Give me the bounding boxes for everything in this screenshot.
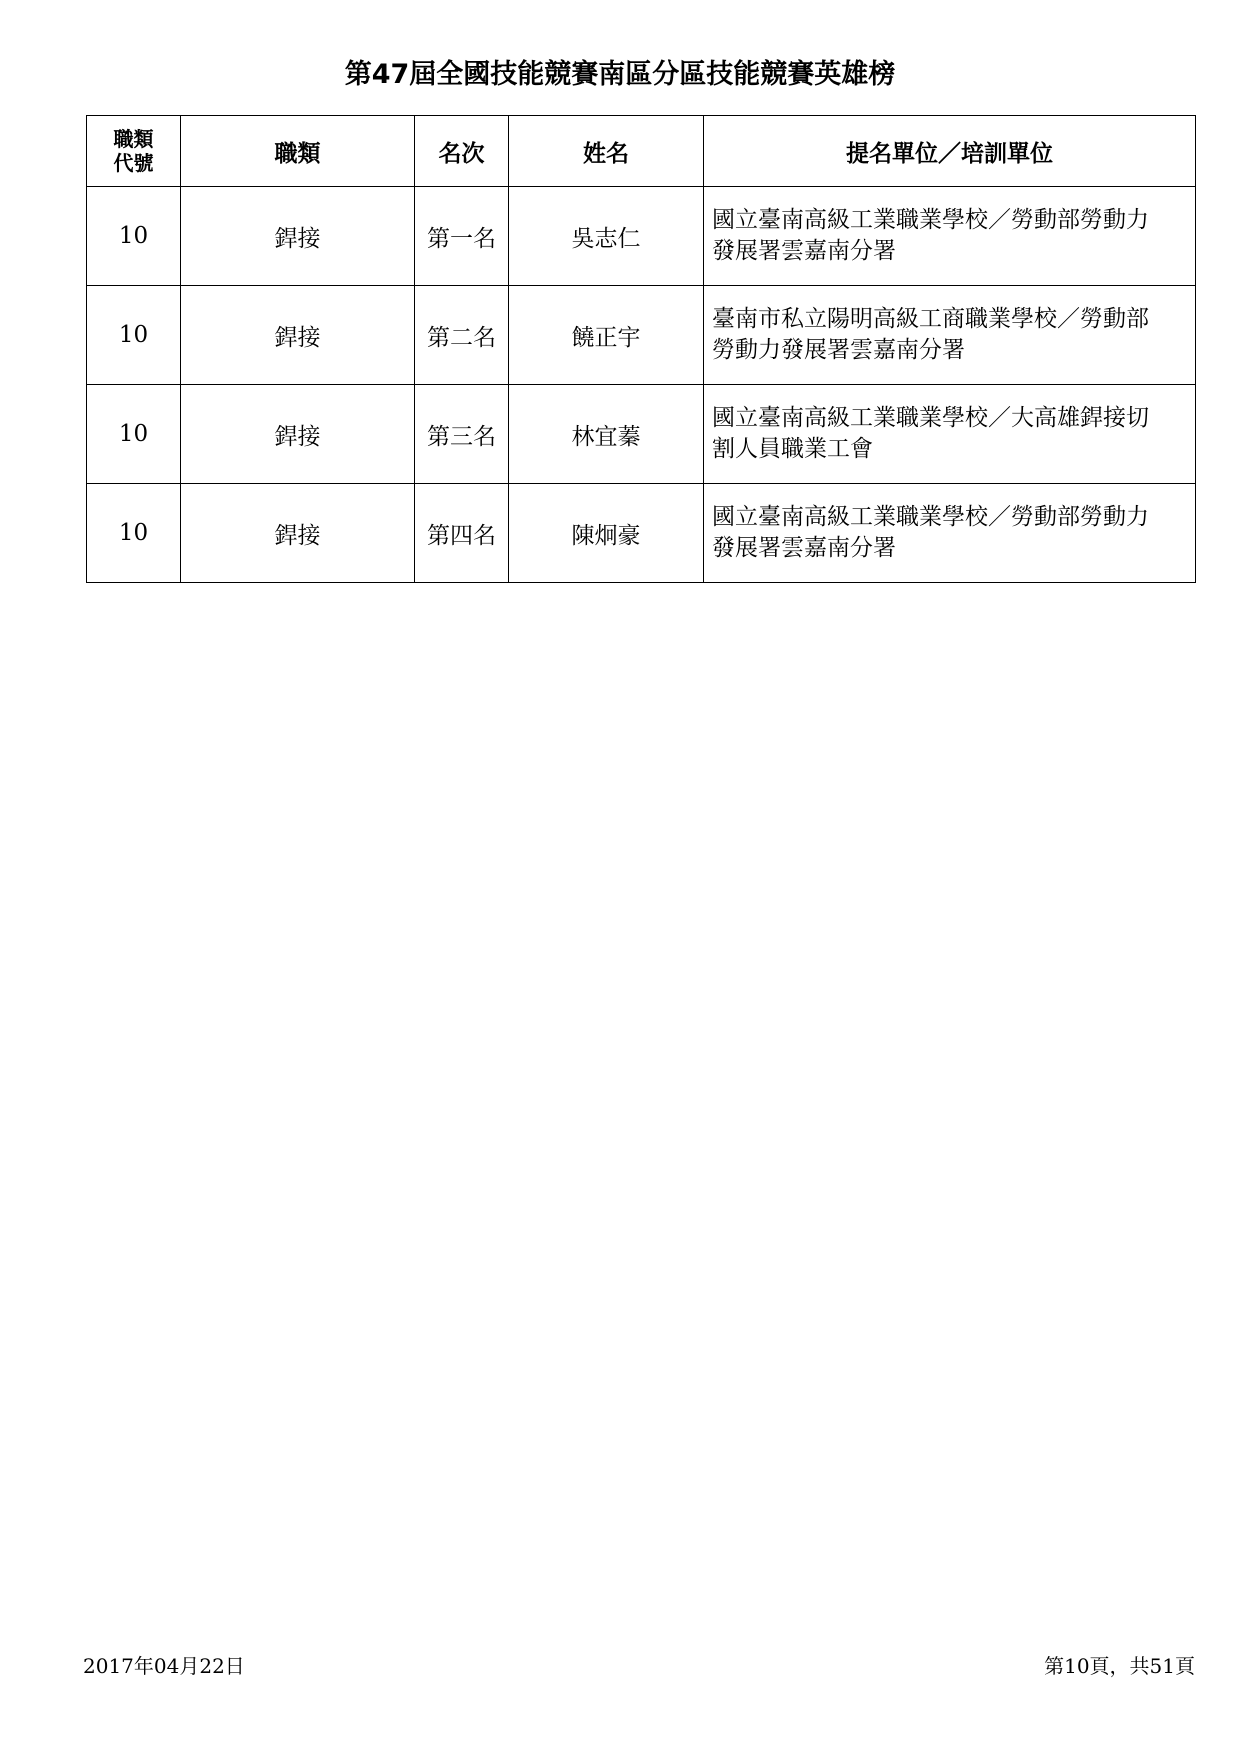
cell-category: 銲接 <box>181 187 415 286</box>
results-table <box>86 115 1196 583</box>
cell-code: 10 <box>87 187 181 286</box>
column-header-code <box>87 116 181 187</box>
table-header-row <box>87 116 1196 187</box>
cell-category: 銲接 <box>181 385 415 484</box>
cell-name: 饒正宇 <box>509 286 704 385</box>
cell-category: 銲接 <box>181 484 415 583</box>
cell-unit-line2: 勞動力發展署雲嘉南分署 <box>712 337 965 363</box>
cell-rank: 第二名 <box>415 286 509 385</box>
cell-unit-line2: 發展署雲嘉南分署 <box>712 535 896 561</box>
cell-name: 林宜蓁 <box>509 385 704 484</box>
cell-code: 10 <box>87 484 181 583</box>
cell-unit <box>704 385 1196 484</box>
cell-name: 陳炯豪 <box>509 484 704 583</box>
column-header-code-line1: 職類 <box>113 127 154 151</box>
cell-unit <box>704 187 1196 286</box>
column-header-code-line2: 代號 <box>113 151 154 175</box>
cell-unit-line2: 發展署雲嘉南分署 <box>712 238 896 264</box>
table-row <box>87 484 1196 583</box>
table-row <box>87 286 1196 385</box>
cell-rank: 第一名 <box>415 187 509 286</box>
cell-unit-line1: 國立臺南高級工業職業學校／勞動部勞動力 <box>712 504 1149 530</box>
page-title: 第47屆全國技能競賽南區分區技能競賽英雄榜 <box>344 59 896 90</box>
cell-name: 吳志仁 <box>509 187 704 286</box>
cell-unit <box>704 286 1196 385</box>
cell-unit <box>704 484 1196 583</box>
cell-code: 10 <box>87 286 181 385</box>
cell-code: 10 <box>87 385 181 484</box>
cell-rank: 第三名 <box>415 385 509 484</box>
footer-page-number: 第10頁，共51頁 <box>1044 1654 1195 1678</box>
column-header-name: 姓名 <box>509 116 704 187</box>
cell-unit-line2: 割人員職業工會 <box>712 436 873 462</box>
cell-unit-line1: 臺南市私立陽明高級工商職業學校／勞動部 <box>712 306 1149 332</box>
column-header-rank: 名次 <box>415 116 509 187</box>
cell-rank: 第四名 <box>415 484 509 583</box>
column-header-category: 職類 <box>181 116 415 187</box>
column-header-unit: 提名單位／培訓單位 <box>704 116 1196 187</box>
footer-date: 2017年04月22日 <box>83 1654 245 1678</box>
cell-category: 銲接 <box>181 286 415 385</box>
table-row <box>87 385 1196 484</box>
table-row <box>87 187 1196 286</box>
cell-unit-line1: 國立臺南高級工業職業學校／大高雄銲接切 <box>712 405 1149 431</box>
cell-unit-line1: 國立臺南高級工業職業學校／勞動部勞動力 <box>712 207 1149 233</box>
